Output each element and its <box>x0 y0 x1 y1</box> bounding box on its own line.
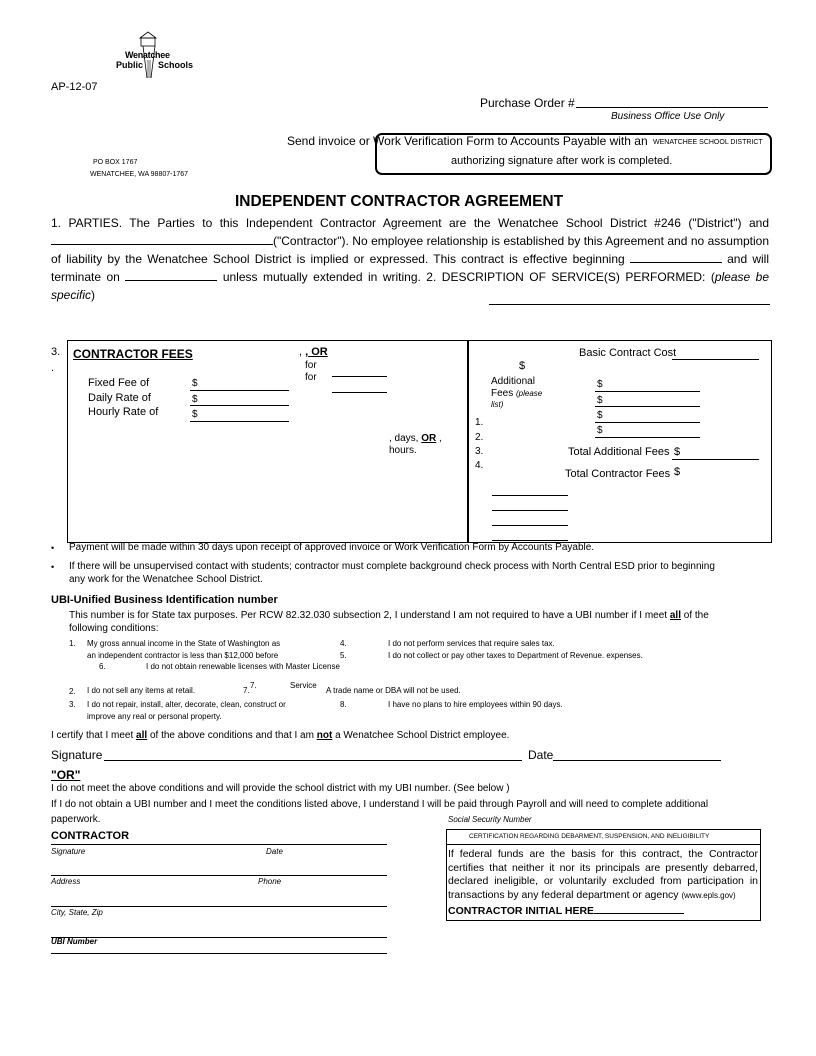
condition-7-number: 7. <box>243 686 250 695</box>
dollar-sign: $ <box>597 425 603 436</box>
condition-7-mark: 7. <box>250 681 257 690</box>
not-meet-conditions: I do not meet the above conditions and will provide the school district with my UBI number. (See below ) <box>51 783 510 794</box>
parties-paragraph <box>51 214 769 304</box>
authorizing-text: authorizing signature after work is completed. <box>451 155 673 167</box>
hours-field[interactable] <box>332 392 387 393</box>
school-logo <box>110 30 194 82</box>
or-text: , OR <box>305 346 328 358</box>
hourly-rate-label: Hourly Rate of <box>88 406 159 418</box>
condition-3-number: 3. <box>69 700 76 709</box>
condition-6-number: 6. <box>99 662 106 671</box>
condition-1-a: My gross annual income in the State of Washington as <box>87 639 281 648</box>
contractor-address-label: Address <box>51 877 81 886</box>
fees-word-label <box>491 388 542 399</box>
contractor-phone-label: Phone <box>258 877 282 886</box>
fee-desc-field-4[interactable] <box>492 540 568 541</box>
parties-text-2: ("Contractor"). No employee relationship is established by this Agreement and no assumption of liability by the Wenatchee School District is implied or expressed. This contract is effective beginning <box>51 234 769 266</box>
fee-desc-field-3[interactable] <box>492 525 568 526</box>
background-check-note-1: If there will be unsupervised contact with students; contractor must complete background check process with North Central ESD prior to beginning <box>69 561 715 572</box>
contractor-fees-heading: CONTRACTOR FEES <box>73 347 193 361</box>
start-date-field[interactable] <box>630 251 722 263</box>
basic-cost-label: Basic Contract Cost <box>579 347 677 359</box>
additional-fee-field-2[interactable] <box>595 406 700 407</box>
condition-1-b: an independent contractor is less than $12,000 before <box>87 651 279 660</box>
comma-or-label: , , OR <box>299 346 328 358</box>
dollar-sign: $ <box>192 378 198 389</box>
background-check-note-2: any work for the Wenatchee School District. <box>69 574 263 585</box>
purchase-order-label: Purchase Order # <box>480 96 575 110</box>
dollar-sign: $ <box>597 410 603 421</box>
contractor-city-field[interactable] <box>51 937 387 938</box>
condition-4: I do not perform services that require sales tax. <box>388 639 555 648</box>
ssn-label: Social Security Number <box>448 815 532 824</box>
contractor-date-label: Date <box>266 847 283 856</box>
signature-label: Signature <box>51 748 103 762</box>
condition-3-b: improve any real or personal property. <box>87 712 222 721</box>
additional-fees-label: Additional <box>491 376 535 387</box>
service-label: Service <box>290 681 317 690</box>
purchase-order-field[interactable] <box>576 107 768 108</box>
parties-text-3: and will terminate on <box>51 252 769 284</box>
certification-title: CERTIFICATION REGARDING DEBARMENT, SUSPENSION, AND INELIGIBILITY <box>469 833 710 840</box>
contractor-initial-field[interactable] <box>594 902 684 914</box>
page-title: INDEPENDENT CONTRACTOR AGREEMENT <box>235 193 564 210</box>
please-list: (please <box>516 389 543 398</box>
fee-desc-field-1[interactable] <box>492 495 568 496</box>
ubi-intro-c: following conditions: <box>69 623 159 634</box>
contractor-top-line <box>51 844 387 845</box>
condition-8-number: 8. <box>340 700 347 709</box>
list-label: list) <box>491 400 504 409</box>
date-label: Date <box>528 748 554 762</box>
ubi-heading: UBI-Unified Business Identification number <box>51 594 278 606</box>
po-box: PO BOX 1767 <box>93 159 138 166</box>
condition-3-a: I do not repair, install, alter, decorate, clean, construct or <box>87 700 286 709</box>
contractor-ubi-field[interactable] <box>51 953 387 954</box>
certification-divider <box>446 844 760 845</box>
logo-line3: Schools <box>158 60 194 70</box>
certify-a: I certify that I meet <box>51 730 134 741</box>
for-label-1: for <box>305 360 317 371</box>
payment-note: Payment will be made within 30 days upon receipt of approved invoice or Work Verification Form by Accounts Payable. <box>69 542 595 553</box>
hourly-rate-field[interactable] <box>190 421 289 422</box>
fee-number-2: 2. <box>475 432 484 443</box>
ubi-intro-b: of the <box>683 610 709 621</box>
contractor-heading: CONTRACTOR <box>51 830 130 842</box>
logo-line2: Public <box>116 60 144 70</box>
condition-2-number: 2. <box>69 687 76 696</box>
fixed-fee-field[interactable] <box>190 390 289 391</box>
parties-text-4: unless mutually extended in writing. 2. DESCRIPTION OF SERVICE(S) PERFORMED: ( <box>222 270 715 284</box>
fees-word: Fees <box>491 388 514 399</box>
ubi-intro-all: all <box>669 610 681 621</box>
additional-fee-field-4[interactable] <box>595 437 700 438</box>
invoice-notice-box <box>375 133 772 175</box>
total-contractor-label: Total Contractor Fees <box>565 468 671 480</box>
certify-c: a Wenatchee School District employee. <box>335 730 510 741</box>
contractor-signature-label: Signature <box>51 847 86 856</box>
condition-1-number: 1. <box>69 639 76 648</box>
please-be-specific: please be specific <box>51 270 770 302</box>
certification-text: If federal funds are the basis for this contract, the Contractor certifies that neither it nor its principals are presently debarred, declared ineligible, or voluntarily excluded from participation in transactions by any federal department or agency <box>448 848 758 901</box>
fees-table-divider <box>467 340 469 542</box>
section-3-number: 3. <box>51 346 61 358</box>
days-or-label: , days, OR , <box>389 433 442 444</box>
contractor-city-label: City, State, Zip <box>51 908 103 917</box>
for-label-2: for <box>305 372 317 383</box>
logo-line1: Wenatchee <box>125 50 170 60</box>
contractor-initial-label: CONTRACTOR INITIAL HERE <box>448 905 595 917</box>
certify-b: of the above conditions and that I am <box>149 730 314 741</box>
condition-4-number: 4. <box>340 639 347 648</box>
city-address: WENATCHEE, WA 98807-1767 <box>90 171 189 178</box>
certify-all: all <box>136 730 148 741</box>
parties-text-6: ) <box>91 288 96 302</box>
contractor-address-field[interactable] <box>51 906 387 907</box>
condition-7: A trade name or DBA will not be used. <box>326 686 461 695</box>
condition-8: I have no plans to hire employees within 90 days. <box>388 700 563 709</box>
fee-number-3: 3. <box>475 446 484 457</box>
district-small-text: WENATCHEE SCHOOL DISTRICT <box>653 139 763 146</box>
parties-text-1: 1. PARTIES. The Parties to this Independent Contractor Agreement are the Wenatchee School District #246 ("District") and <box>51 216 769 230</box>
date-field[interactable] <box>553 760 721 761</box>
contractor-ubi-label: UBI Number <box>51 937 98 946</box>
total-additional-field[interactable] <box>672 459 759 460</box>
certify-statement <box>51 730 509 741</box>
service-description-field[interactable] <box>489 304 770 305</box>
contractor-name-field[interactable] <box>51 233 273 245</box>
dollar-sign: $ <box>519 360 526 372</box>
fee-number-4: 4. <box>475 460 484 471</box>
dollar-sign: $ <box>192 394 198 405</box>
payroll-note-b: paperwork. <box>51 814 101 825</box>
hours-label: hours. <box>389 445 417 456</box>
contractor-signature-field[interactable] <box>51 875 387 876</box>
condition-5: I do not collect or pay other taxes to Department of Revenue. expenses. <box>388 651 643 660</box>
ubi-intro-a: This number is for State tax purposes. Per RCW 82.32.030 subsection 2, I understand I am not required to have a UBI number if I meet <box>69 610 668 621</box>
or-label: "OR" <box>51 768 81 782</box>
fee-desc-field-2[interactable] <box>492 510 568 511</box>
days-field[interactable] <box>332 376 387 377</box>
signature-field[interactable] <box>104 760 522 761</box>
condition-2: I do not sell any items at retail. <box>87 686 196 695</box>
certify-not: not <box>316 730 333 741</box>
dollar-sign: $ <box>597 395 603 406</box>
condition-5-number: 5. <box>340 651 347 660</box>
daily-rate-label: Daily Rate of <box>88 392 151 404</box>
dollar-sign: $ <box>597 379 603 390</box>
business-office-note: Business Office Use Only <box>611 111 725 122</box>
fee-number-1: 1. <box>475 417 484 428</box>
end-date-field[interactable] <box>125 269 217 281</box>
basic-cost-field[interactable] <box>672 359 759 360</box>
condition-6: I do not obtain renewable licenses with Master License <box>146 662 340 671</box>
total-additional-label: Total Additional Fees <box>568 446 670 458</box>
or-text: OR <box>421 433 437 444</box>
epls-link: (www.epls.gov) <box>681 890 736 900</box>
additional-fee-field-3[interactable] <box>595 422 700 423</box>
send-invoice-text: Send invoice or Work Verification Form to Accounts Payable with an <box>287 134 648 148</box>
dollar-sign: $ <box>192 409 198 420</box>
form-id: AP-12-07 <box>51 81 98 93</box>
section-3-dot: . <box>51 362 55 374</box>
bullet-icon: • <box>51 543 55 553</box>
additional-fee-field-1[interactable] <box>595 391 700 392</box>
dollar-sign: $ <box>674 466 681 478</box>
bullet-icon: • <box>51 562 55 572</box>
payroll-note-a: If I do not obtain a UBI number and I meet the conditions listed above, I understand I will be paid through Payroll and will need to complete additional <box>51 799 709 810</box>
fixed-fee-label: Fixed Fee of <box>88 377 150 389</box>
daily-rate-field[interactable] <box>190 405 289 406</box>
dollar-sign: $ <box>674 446 681 458</box>
ubi-intro <box>69 610 709 621</box>
certification-text-block <box>448 848 758 919</box>
